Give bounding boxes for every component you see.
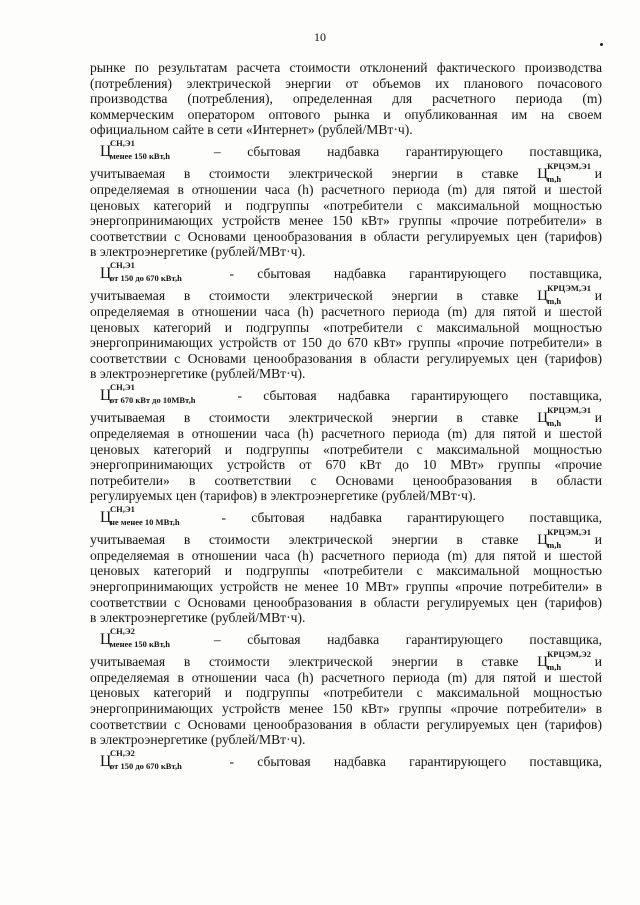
rate-tail: и bbox=[594, 165, 603, 181]
rate-symbol-base: Ц bbox=[537, 409, 548, 426]
text-line: энергопринимающих устройств менее 150 кВт» группы «прочие потребители» в bbox=[90, 213, 602, 229]
text-line: соответствии с Основами ценообразования в области регулируемых цен (тарифов) bbox=[90, 594, 602, 610]
text-segment: учитываемая в стоимости электрической энергии в ставке bbox=[90, 409, 519, 425]
text-line bbox=[90, 160, 603, 184]
definition-first-line bbox=[100, 381, 602, 405]
symbol-superscript: СН,Э1 bbox=[110, 137, 135, 148]
scan-speck bbox=[600, 43, 603, 46]
text-line: соответствии с Основами ценообразования в области регулируемых цен (тарифов) bbox=[90, 228, 602, 244]
text-line bbox=[90, 648, 603, 672]
rate-symbol bbox=[537, 526, 592, 550]
text-line: энергопринимающих устройств от 670 кВт до 10 МВт» группы «прочие bbox=[90, 457, 602, 473]
text-segment: учитываемая в стоимости электрической энергии в ставке bbox=[90, 165, 519, 181]
rate-tail: и bbox=[594, 653, 603, 669]
rate-symbol bbox=[537, 282, 592, 306]
symbol-subscript: от 670 кВт до 10МВт,h bbox=[110, 394, 196, 405]
tariff-symbol bbox=[100, 381, 216, 405]
rate-tail: и bbox=[594, 409, 603, 425]
text-line: коммерческим оператором оптового рынка и опубликованная им на своем bbox=[90, 106, 602, 122]
text-line: потребители» в соответствии с Основами ценообразования в области bbox=[90, 472, 602, 488]
rate-symbol-superscript: КРЦЭМ,Э1 bbox=[547, 404, 592, 415]
text-line bbox=[90, 282, 603, 306]
text-line: соответствии с Основами ценообразования в области регулируемых цен (тарифов) bbox=[90, 716, 602, 732]
text-line: производства (потребления), определенная для расчетного периода (m) bbox=[90, 91, 602, 107]
rate-symbol-subscript: m,h bbox=[547, 417, 562, 428]
definition-first-line bbox=[100, 625, 602, 649]
definition-first-line bbox=[100, 503, 602, 527]
rate-symbol bbox=[537, 160, 592, 184]
definition-first-line bbox=[100, 137, 602, 161]
rate-symbol-base: Ц bbox=[537, 165, 548, 182]
rate-symbol-superscript: КРЦЭМ,Э1 bbox=[547, 282, 592, 293]
definition-block bbox=[90, 503, 603, 626]
text-line: ценовых категорий и подгруппы «потребители с максимальной мощностью bbox=[90, 563, 602, 579]
symbol-base: Ц bbox=[100, 630, 112, 648]
text-segment: учитываемая в стоимости электрической энергии в ставке bbox=[90, 287, 519, 303]
symbol-superscript: СН,Э1 bbox=[110, 503, 135, 514]
symbol-superscript: СН,Э2 bbox=[110, 747, 135, 758]
rate-symbol-subscript: m,h bbox=[547, 539, 562, 550]
text-line: энергопринимающих устройств от 150 до 670 кВт» группы «прочие потребители» в bbox=[90, 335, 602, 351]
intro-paragraph bbox=[90, 60, 602, 138]
text-segment: учитываемая в стоимости электрической энергии в ставке bbox=[90, 531, 519, 547]
symbol-subscript: менее 150 кВт,h bbox=[110, 638, 170, 649]
definitions-list bbox=[90, 137, 603, 771]
text-line: в электроэнергетике (рублей/МВт·ч). bbox=[90, 610, 306, 626]
definition-block bbox=[90, 747, 602, 771]
rate-symbol-superscript: КРЦЭМ,Э1 bbox=[547, 160, 592, 171]
rate-symbol bbox=[537, 648, 592, 672]
text-line bbox=[90, 526, 603, 550]
definition-lead-text: - сбытовая надбавка гарантирующего поставщика, bbox=[229, 265, 602, 281]
symbol-superscript: СН,Э1 bbox=[110, 381, 135, 392]
text-line: соответствии с Основами ценообразования в области регулируемых цен (тарифов) bbox=[90, 350, 602, 366]
text-line: определяемая в отношении часа (h) расчетного периода (m) для пятой и шестой bbox=[90, 303, 602, 319]
text-line: определяемая в отношении часа (h) расчетного периода (m) для пятой и шестой bbox=[90, 547, 602, 563]
tariff-symbol bbox=[100, 137, 187, 161]
text-line: определяемая в отношении часа (h) расчетного периода (m) для пятой и шестой bbox=[90, 181, 602, 197]
page-number: 10 bbox=[314, 30, 326, 44]
rate-tail: и bbox=[594, 531, 603, 547]
symbol-subscript: не менее 10 МВт,h bbox=[110, 516, 180, 527]
definition-block bbox=[90, 137, 603, 260]
text-line: энергопринимающих устройств не менее 10 МВт» группы «прочие потребители» в bbox=[90, 579, 602, 595]
definition-lead-text: – сбытовая надбавка гарантирующего поставщика, bbox=[213, 631, 602, 647]
definition-block bbox=[90, 259, 603, 382]
text-line: рынке по результатам расчета стоимости отклонений фактического производства bbox=[90, 60, 602, 75]
rate-symbol-superscript: КРЦЭМ,Э2 bbox=[547, 648, 592, 659]
symbol-superscript: СН,Э1 bbox=[110, 259, 135, 270]
definition-block bbox=[90, 625, 603, 748]
rate-symbol-subscript: m,h bbox=[547, 661, 562, 672]
definition-first-line bbox=[100, 747, 602, 771]
text-line: ценовых категорий и подгруппы «потребители с максимальной мощностью bbox=[90, 197, 602, 213]
text-line: (потребления) электрической энергии от объемов их планового почасового bbox=[90, 75, 602, 91]
symbol-base: Ц bbox=[100, 508, 112, 526]
document-body bbox=[90, 60, 602, 770]
tariff-symbol bbox=[100, 625, 187, 649]
tariff-symbol bbox=[100, 747, 206, 771]
text-line: энергопринимающих устройств менее 150 кВт» группы «прочие потребители» в bbox=[90, 701, 602, 717]
text-line: ценовых категорий и подгруппы «потребители с максимальной мощностью bbox=[90, 319, 602, 335]
text-line: регулируемых цен (тарифов) в электроэнергетике (рублей/МВт·ч). bbox=[90, 488, 476, 504]
symbol-base: Ц bbox=[100, 386, 112, 404]
text-line: в электроэнергетике (рублей/МВт·ч). bbox=[90, 244, 306, 260]
rate-symbol-base: Ц bbox=[537, 287, 548, 304]
tariff-symbol bbox=[100, 259, 206, 283]
definition-lead-text: - сбытовая надбавка гарантирующего поставщика, bbox=[221, 509, 602, 525]
definition-lead-text: – сбытовая надбавка гарантирующего поставщика, bbox=[213, 143, 602, 159]
text-line: в электроэнергетике (рублей/МВт·ч). bbox=[90, 366, 306, 382]
symbol-base: Ц bbox=[100, 264, 112, 282]
text-line: официальном сайте в сети «Интернет» (рублей/МВт·ч). bbox=[90, 122, 413, 138]
rate-symbol-subscript: m,h bbox=[547, 295, 562, 306]
rate-symbol-superscript: КРЦЭМ,Э1 bbox=[547, 526, 592, 537]
rate-tail: и bbox=[594, 287, 603, 303]
symbol-superscript: СН,Э2 bbox=[110, 625, 135, 636]
symbol-subscript: от 150 до 670 кВт,h bbox=[110, 272, 182, 283]
tariff-symbol bbox=[100, 503, 196, 527]
text-line: определяемая в отношении часа (h) расчетного периода (m) для пятой и шестой bbox=[90, 669, 602, 685]
definition-first-line bbox=[100, 259, 602, 283]
definition-lead-text: - сбытовая надбавка гарантирующего поставщика, bbox=[229, 753, 602, 769]
definition-lead-text: - сбытовая надбавка гарантирующего поставщика, bbox=[237, 387, 602, 403]
rate-symbol-base: Ц bbox=[537, 653, 548, 670]
rate-symbol-base: Ц bbox=[537, 531, 548, 548]
text-line: ценовых категорий и подгруппы «потребители с максимальной мощностью bbox=[90, 685, 602, 701]
symbol-subscript: менее 150 кВт,h bbox=[110, 150, 170, 161]
text-line bbox=[90, 404, 603, 428]
definition-block bbox=[90, 381, 603, 504]
rate-symbol-subscript: m,h bbox=[547, 173, 562, 184]
rate-symbol bbox=[537, 404, 592, 428]
text-line: определяемая в отношении часа (h) расчетного периода (m) для пятой и шестой bbox=[90, 425, 602, 441]
text-line: в электроэнергетике (рублей/МВт·ч). bbox=[90, 732, 306, 748]
text-line: ценовых категорий и подгруппы «потребители с максимальной мощностью bbox=[90, 441, 602, 457]
text-segment: учитываемая в стоимости электрической энергии в ставке bbox=[90, 653, 519, 669]
symbol-base: Ц bbox=[100, 142, 112, 160]
symbol-base: Ц bbox=[100, 752, 112, 770]
symbol-subscript: от 150 до 670 кВт,h bbox=[110, 760, 182, 771]
